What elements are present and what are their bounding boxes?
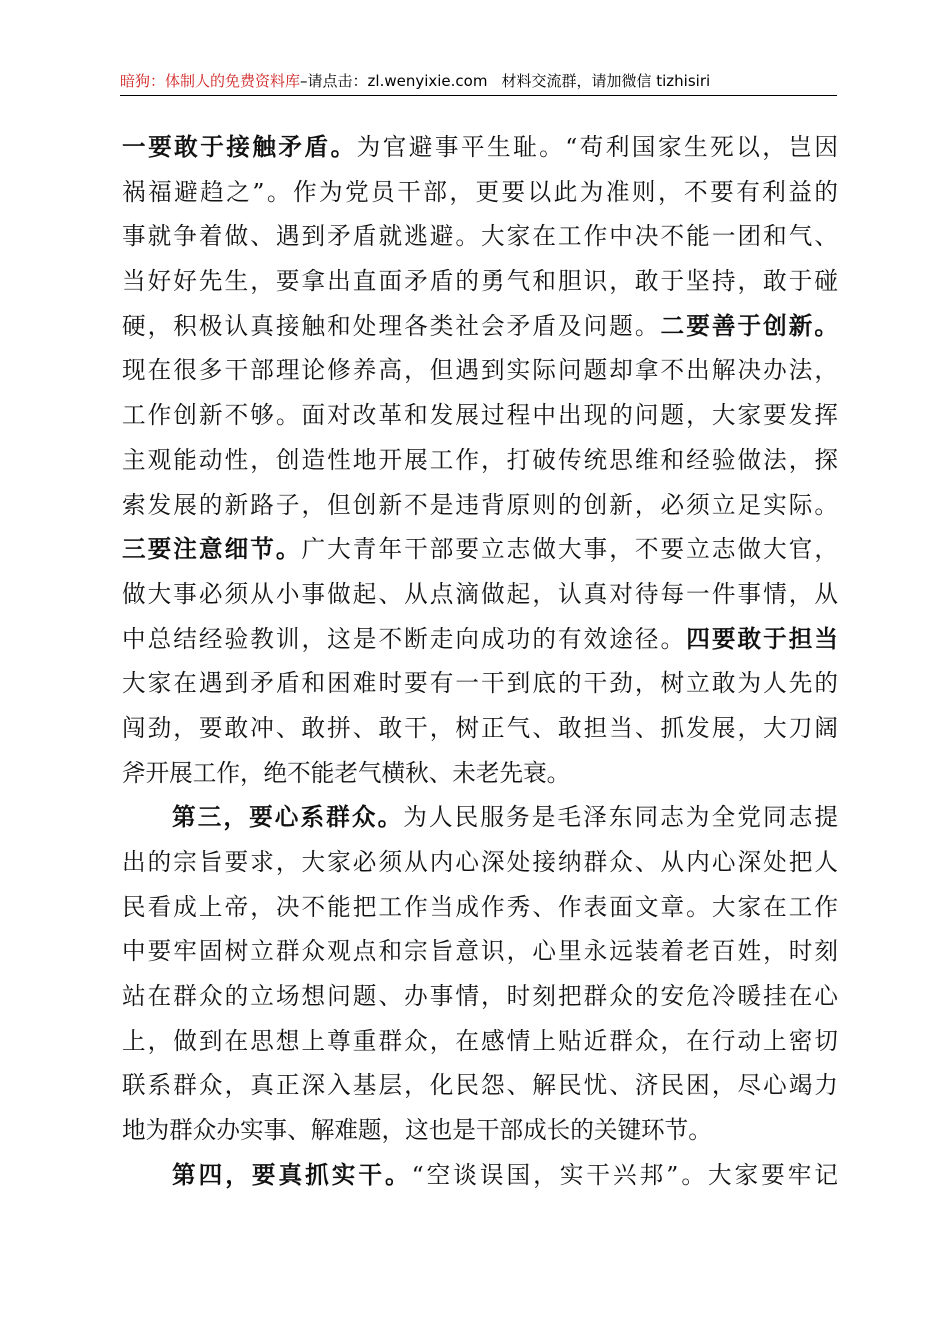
body-text-run: 闯劲，要敢冲、敢拼、敢干，树正气、敢担当、抓发展，大刀阔 <box>122 713 838 742</box>
header-click-prompt: –请点击： <box>300 72 368 90</box>
text-line <box>122 438 838 483</box>
text-line <box>122 527 838 572</box>
body-text-run: 主观能动性，创造性地开展工作，打破传统思维和经验做法，探 <box>122 445 838 474</box>
bold-heading-text: 一要敢于接触矛盾。 <box>122 133 357 161</box>
header-contact-info: 材料交流群，请加微信 tizhisiri <box>501 72 711 90</box>
body-text-run: 民看成上帝，决不能把工作当成作秀、作表面文章。大家在工作 <box>122 892 838 921</box>
text-line <box>122 348 838 393</box>
body-text-run: 上，做到在思想上尊重群众，在感情上贴近群众，在行动上密切 <box>122 1026 838 1055</box>
body-text-run: 为官避事平生耻。“苟利国家生死以，岂因 <box>356 133 839 161</box>
bold-heading-text: 四要敢于担当 <box>686 624 839 653</box>
text-line <box>122 929 838 974</box>
text-line <box>122 393 838 438</box>
body-text-run: “空谈误国，实干兴邦”。大家要牢记 <box>411 1160 839 1189</box>
body-text-run: 广大青年干部要立志做大事，不要立志做大官， <box>301 535 839 564</box>
bold-heading-text: 二要善于创新。 <box>660 311 839 340</box>
body-text-run: 事就争着做、遇到矛盾就逃避。大家在工作中决不能一团和气、 <box>122 222 838 251</box>
bold-heading-text: 三要注意细节。 <box>122 535 302 564</box>
text-line <box>122 572 838 617</box>
text-line <box>122 125 838 170</box>
body-text-run: 祸福避趋之”。作为党员干部，更要以此为准则，不要有利益的 <box>122 177 838 206</box>
body-text-run: 现在很多干部理论修养高，但遇到实际问题却拿不出解决办法， <box>122 356 838 385</box>
bold-heading-text: 第三，要心系群众。 <box>172 803 404 832</box>
body-text-run: 站在群众的立场想问题、办事情，时刻把群众的安危冷暖挂在心 <box>122 982 838 1011</box>
text-line <box>122 1108 838 1153</box>
body-text-run: 工作创新不够。面对改革和发展过程中出现的问题，大家要发挥 <box>122 401 838 430</box>
body-text-run: 为人民服务是毛泽东同志为全党同志提 <box>403 803 838 832</box>
header-divider <box>120 95 837 96</box>
header-org-name: 暗狗：体制人的免费资料库 <box>120 72 301 90</box>
body-text-run: 斧开展工作，绝不能老气横秋、未老先衰。 <box>122 758 571 787</box>
text-line <box>122 1063 838 1108</box>
body-text-run: 当好好先生，要拿出直面矛盾的勇气和胆识，敢于坚持，敢于碰 <box>122 267 838 296</box>
text-line <box>122 795 838 840</box>
text-line <box>122 1153 838 1198</box>
text-line <box>122 1019 838 1064</box>
text-line <box>122 974 838 1019</box>
body-text-run: 中总结经验教训，这是不断走向成功的有效途径。 <box>122 624 687 653</box>
body-text-run: 中要牢固树立群众观点和宗旨意识，心里永远装着老百姓，时刻 <box>122 937 838 966</box>
body-text-run: 出的宗旨要求，大家必须从内心深处接纳群众、从内心深处把人 <box>122 848 838 876</box>
bold-heading-text: 第四，要真抓实干。 <box>172 1160 412 1189</box>
header-url-link[interactable]: zl.wenyixie.com <box>367 72 488 90</box>
text-line <box>122 617 838 662</box>
body-text-run: 大家在遇到矛盾和困难时要有一干到底的干劲，树立敢为人先的 <box>122 669 838 698</box>
body-text-run: 联系群众，真正深入基层，化民怨、解民忧、济民困，尽心竭力 <box>122 1071 838 1100</box>
body-text-run: 索发展的新路子，但创新不是违背原则的创新，必须立足实际。 <box>122 490 838 519</box>
text-line <box>122 170 838 215</box>
text-line <box>122 483 838 528</box>
page-header <box>120 68 830 94</box>
text-line <box>122 751 838 796</box>
body-text-run: 地为群众办实事、解难题，这也是干部成长的关键环节。 <box>122 1116 712 1145</box>
text-line <box>122 304 838 349</box>
text-line <box>122 885 838 930</box>
text-line <box>122 214 838 259</box>
text-line <box>122 840 838 885</box>
text-line <box>122 259 838 304</box>
body-text-run: 做大事必须从小事做起、从点滴做起，认真对待每一件事情，从 <box>122 579 838 608</box>
text-line <box>122 661 838 706</box>
body-text-run: 硬，积极认真接触和处理各类社会矛盾及问题。 <box>122 311 661 340</box>
text-line <box>122 706 838 751</box>
document-body <box>122 125 838 1198</box>
